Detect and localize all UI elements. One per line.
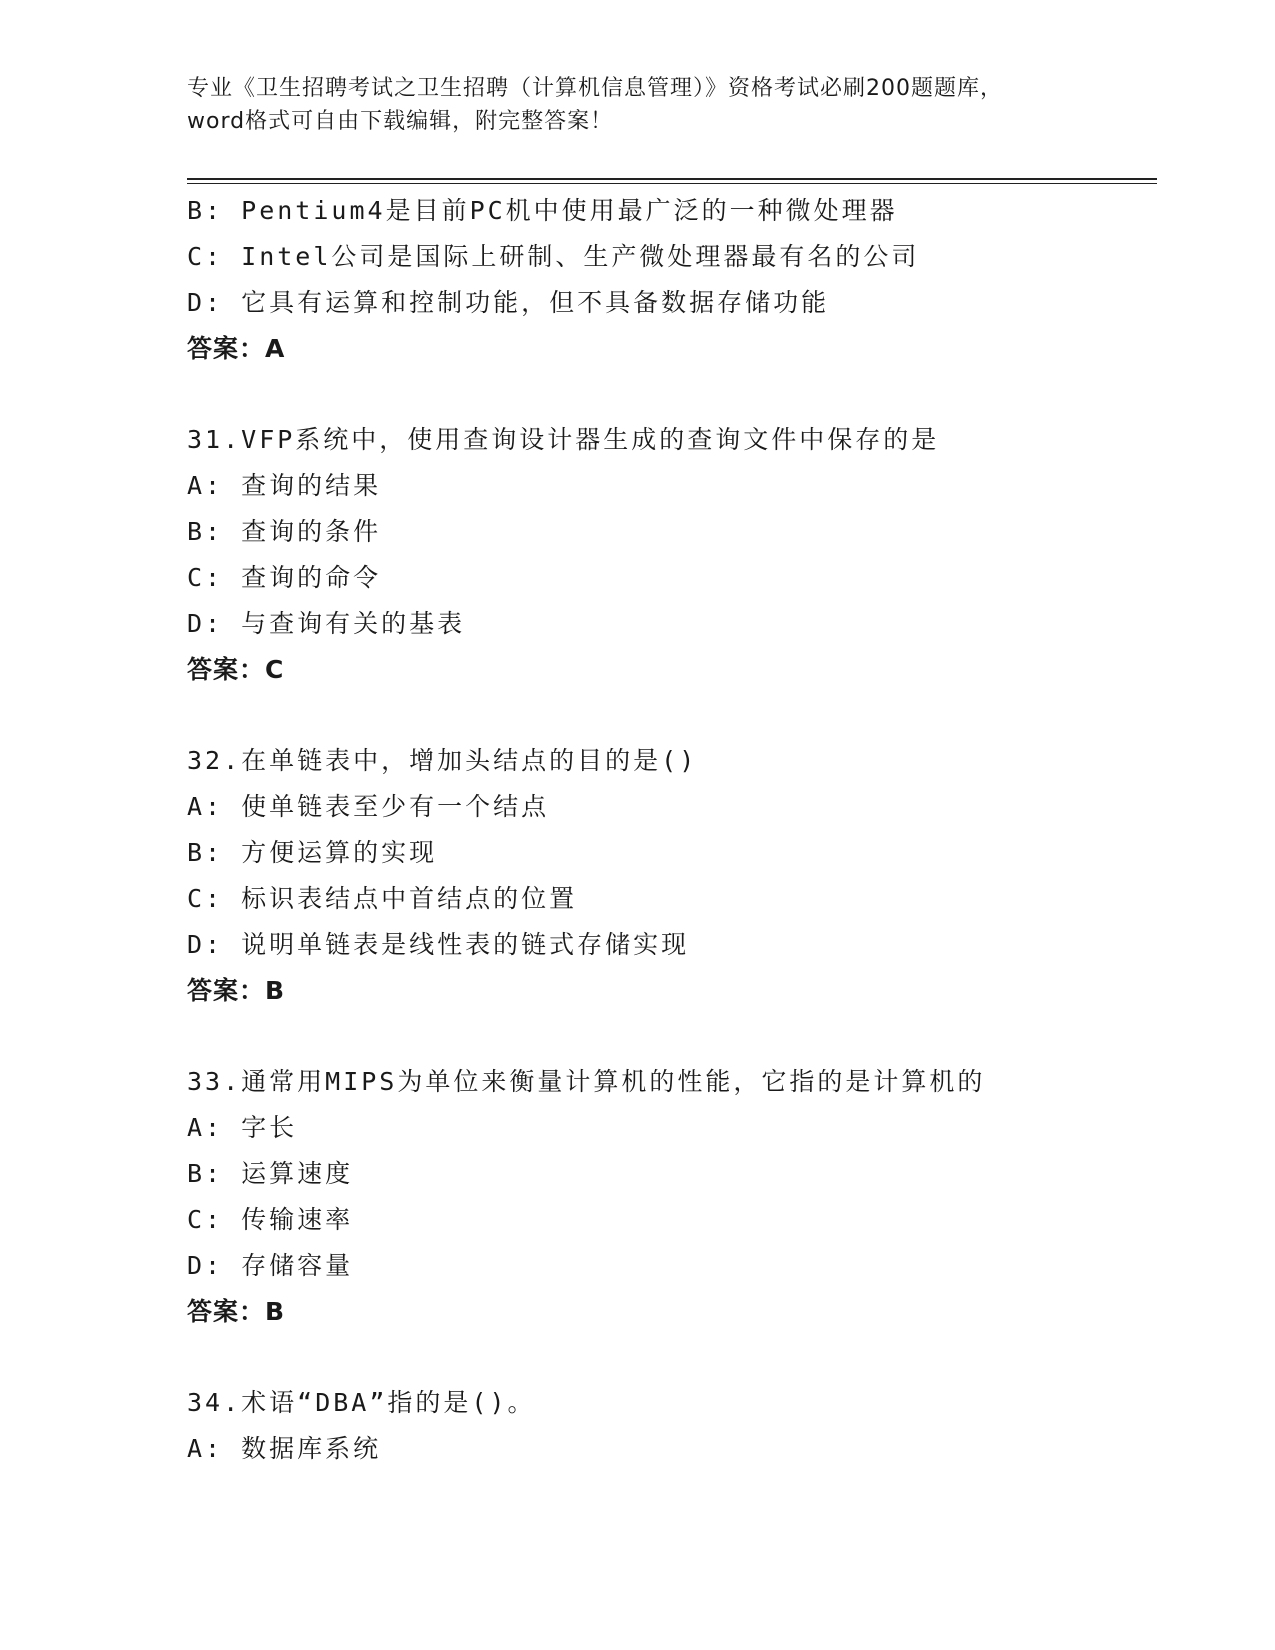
option-d: D: 它具有运算和控制功能，但不具备数据存储功能 [187,288,830,317]
option-c: C: 查询的命令 [187,563,382,592]
option-b: B: 运算速度 [187,1159,354,1188]
option-d: D: 与查询有关的基表 [187,609,466,638]
answer-line: 答案：B [187,1297,286,1326]
spacer [187,1335,1157,1380]
option-b: B: 方便运算的实现 [187,838,438,867]
option-a: A: 数据库系统 [187,1434,382,1463]
option-a: A: 查询的结果 [187,471,382,500]
answer-line: 答案：B [187,976,286,1005]
spacer [187,1014,1157,1059]
page-header [187,72,1087,138]
option-c: C: Intel公司是国际上研制、生产微处理器最有名的公司 [187,242,920,271]
question-stem-33: 33.通常用MIPS为单位来衡量计算机的性能，它指的是计算机的 [187,1067,986,1096]
option-a: A: 字长 [187,1113,298,1142]
option-d: D: 存储容量 [187,1251,354,1280]
spacer [187,693,1157,738]
option-a: A: 使单链表至少有一个结点 [187,792,550,821]
option-b: B: 查询的条件 [187,517,382,546]
answer-line: 答案：C [187,655,285,684]
option-d: D: 说明单链表是线性表的链式存储实现 [187,930,690,959]
question-stem-32: 32.在单链表中，增加头结点的目的是() [187,746,698,775]
answer-line: 答案：A [187,334,286,363]
question-content [187,188,1157,1472]
option-c: C: 标识表结点中首结点的位置 [187,884,578,913]
header-title-line-1: 专业《卫生招聘考试之卫生招聘（计算机信息管理）》资格考试必刷200题题库， [187,76,1003,101]
option-b: B: Pentium4是目前PC机中使用最广泛的一种微处理器 [187,196,898,225]
option-c: C: 传输速率 [187,1205,354,1234]
question-stem-31: 31.VFP系统中，使用查询设计器生成的查询文件中保存的是 [187,425,940,454]
question-stem-34: 34.术语“DBA”指的是()。 [187,1388,536,1417]
header-divider [187,178,1157,184]
spacer [187,372,1157,417]
header-title-line-2: word格式可自由下载编辑，附完整答案！ [187,109,614,134]
